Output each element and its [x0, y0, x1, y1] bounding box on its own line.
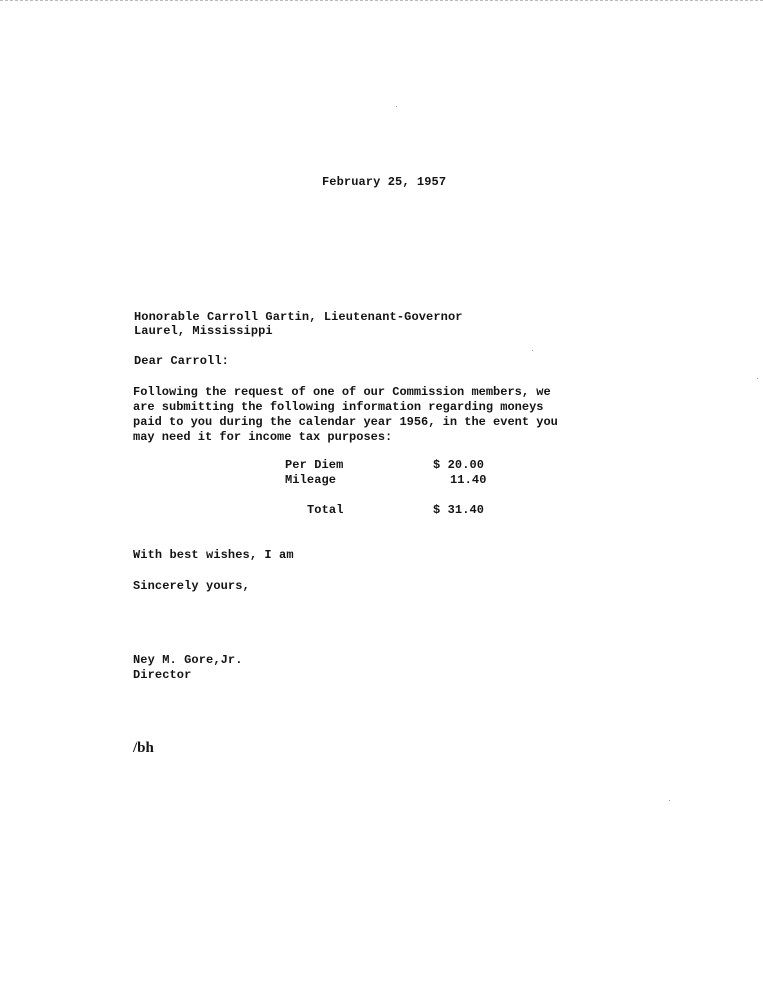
signer-name: Ney M. Gore,Jr. — [133, 653, 243, 667]
body-line: paid to you during the calendar year 1956, in the event you — [133, 415, 558, 429]
typist-initials: /bh — [133, 740, 154, 756]
scan-speck — [669, 800, 670, 801]
recipient-name-line: Honorable Carroll Gartin, Lieutenant-Governor — [134, 310, 463, 324]
mileage-label: Mileage — [285, 473, 337, 487]
signer-title: Director — [133, 668, 192, 682]
letter-body — [133, 385, 558, 445]
mileage-value: 11.40 — [450, 473, 487, 487]
recipient-location-line: Laurel, Mississippi — [134, 324, 273, 338]
total-label: Total — [307, 503, 344, 517]
scan-speck — [532, 350, 533, 351]
scan-speck — [757, 378, 758, 379]
closing-line: With best wishes, I am — [133, 548, 294, 562]
body-line: are submitting the following information regarding moneys — [133, 400, 544, 414]
signoff: Sincerely yours, — [133, 579, 250, 593]
total-value: $ 31.40 — [433, 503, 485, 517]
body-line: may need it for income tax purposes: — [133, 430, 393, 444]
salutation: Dear Carroll: — [134, 354, 229, 368]
per-diem-label: Per Diem — [285, 458, 344, 472]
page-top-border — [0, 0, 763, 1]
letter-date: February 25, 1957 — [322, 175, 447, 189]
scan-speck — [396, 106, 397, 107]
body-line: Following the request of one of our Commission members, we — [133, 385, 551, 399]
per-diem-value: $ 20.00 — [433, 458, 485, 472]
